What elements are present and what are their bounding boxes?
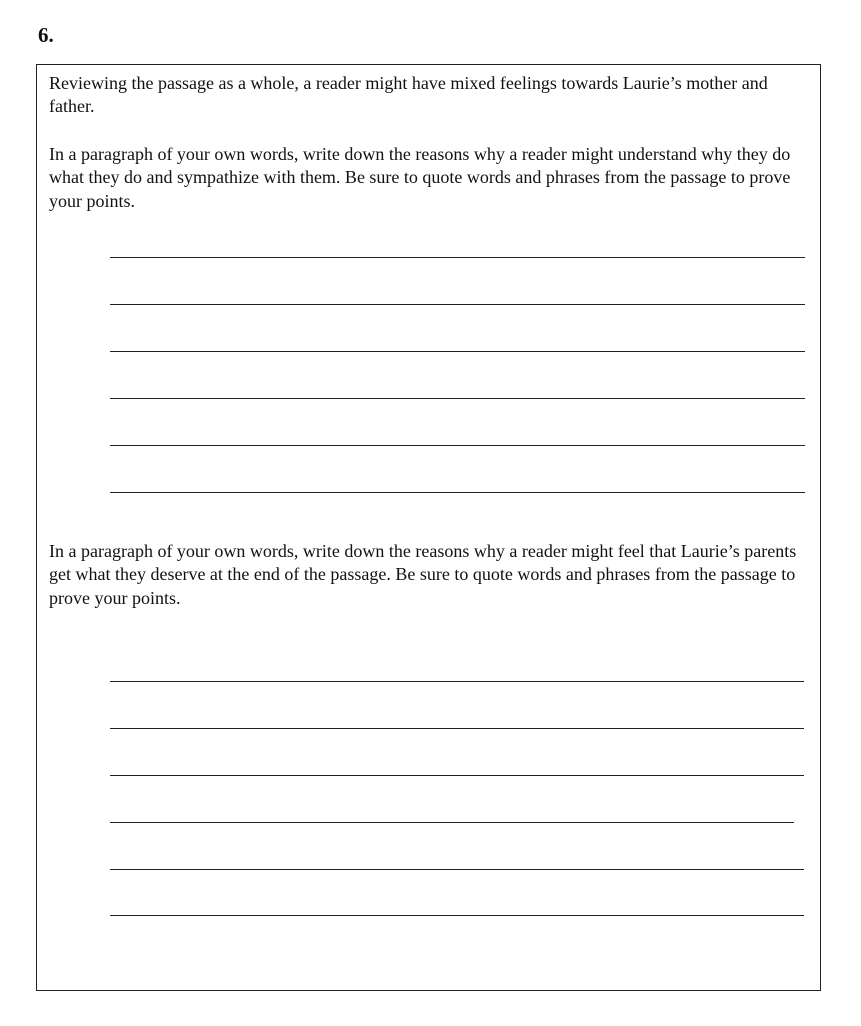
answer-line[interactable] — [110, 492, 805, 493]
answer-line[interactable] — [110, 398, 805, 399]
answer-line[interactable] — [110, 869, 804, 870]
question-number: 6. — [38, 23, 54, 47]
answer-line[interactable] — [110, 775, 804, 776]
answer-line[interactable] — [110, 728, 804, 729]
answer-line[interactable] — [110, 681, 804, 682]
answer-line[interactable] — [110, 351, 805, 352]
answer-line[interactable] — [110, 915, 804, 916]
answer-line[interactable] — [110, 445, 805, 446]
question-box — [36, 64, 821, 991]
part-b-prompt: In a paragraph of your own words, write down the reasons why a reader might feel that Laurie’s parents get what they deserve at the end of the passage. Be sure to quote words and phrases from the passage to prove your points. — [49, 541, 797, 608]
intro-paragraph: Reviewing the passage as a whole, a reader might have mixed feelings towards Laurie’s mother and father. — [49, 73, 768, 117]
answer-line[interactable] — [110, 304, 805, 305]
part-a-prompt: In a paragraph of your own words, write down the reasons why a reader might understand why they do what they do and sympathize with them. Be sure to quote words and phrases from the passage to prove your points. — [49, 144, 791, 211]
answer-line[interactable] — [110, 822, 794, 823]
answer-line[interactable] — [110, 257, 805, 258]
